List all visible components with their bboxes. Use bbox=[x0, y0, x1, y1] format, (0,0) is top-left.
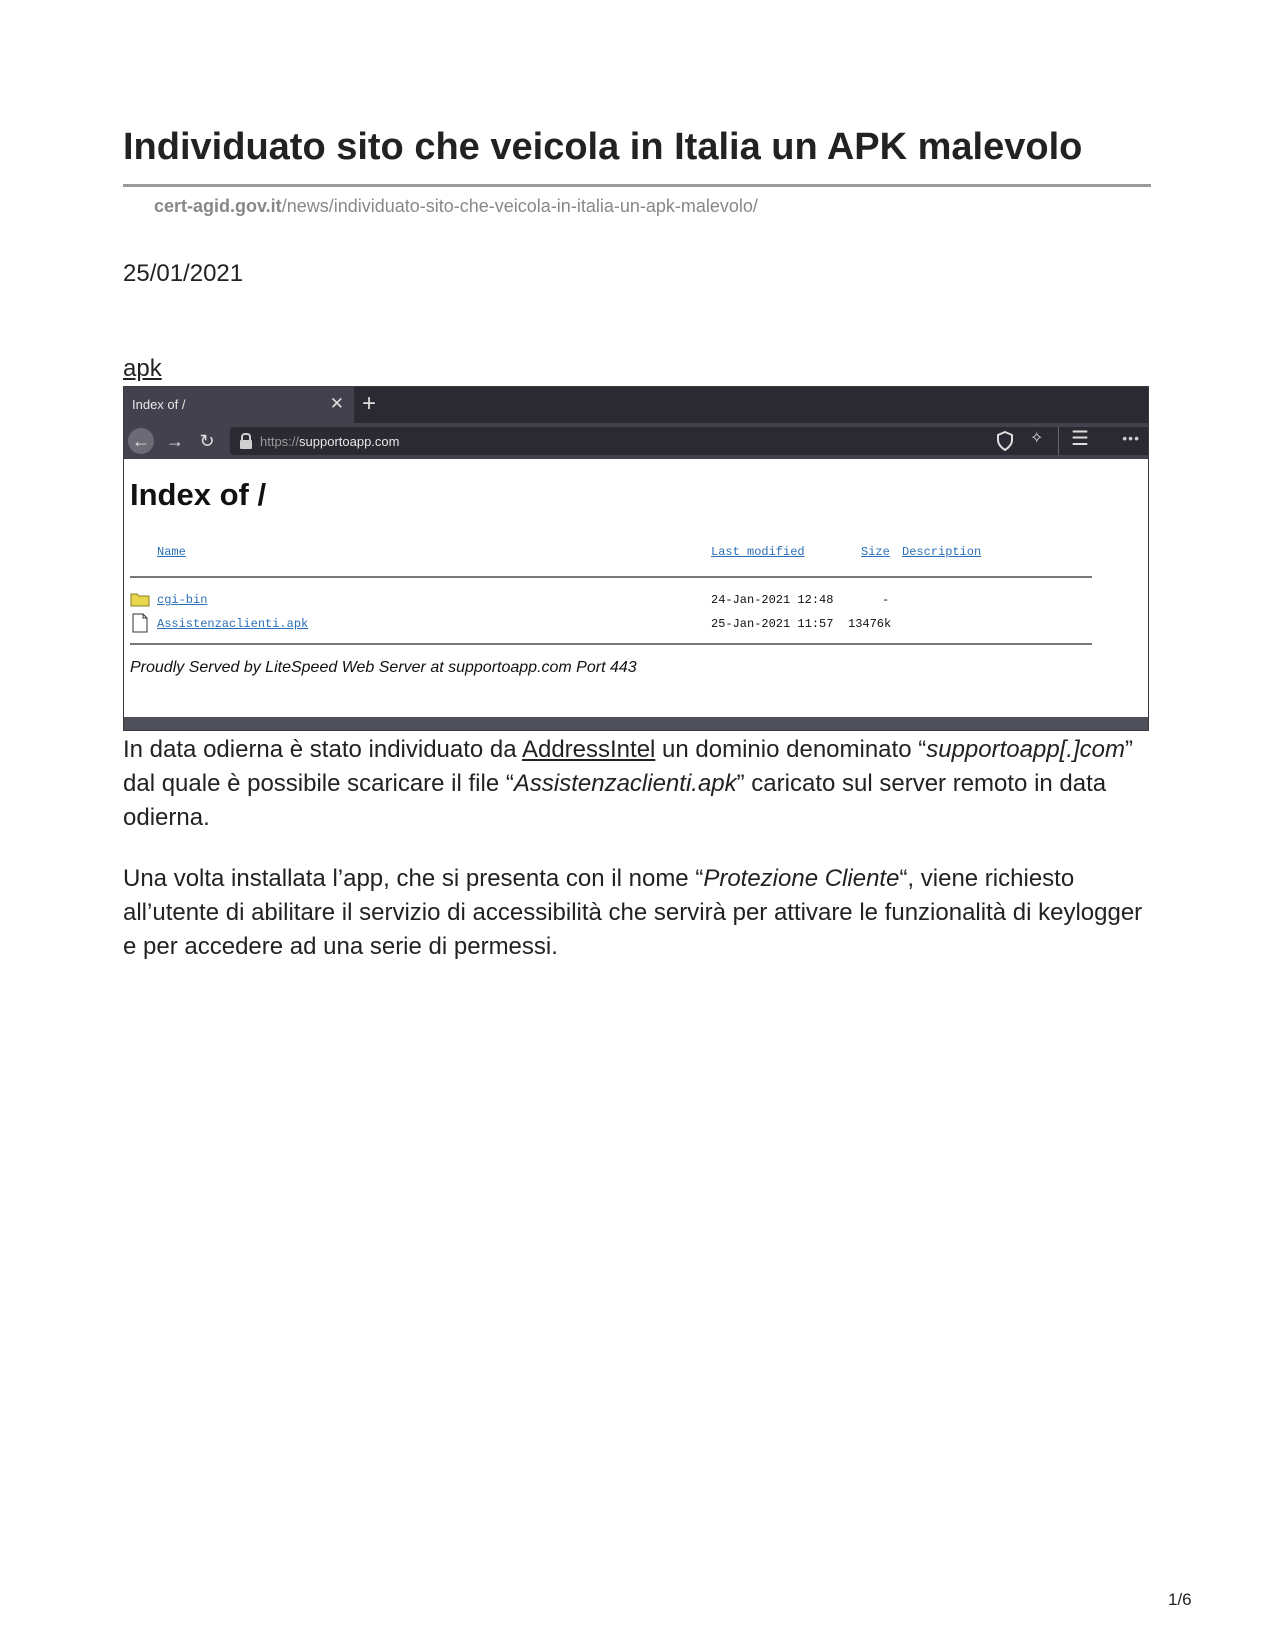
listing-divider bbox=[130, 576, 1092, 578]
size-apk: 13476k bbox=[848, 617, 892, 631]
url-host: supportoapp.com bbox=[299, 434, 400, 449]
modified-apk: 25-Jan-2021 11:57 bbox=[711, 617, 834, 631]
column-header-name[interactable]: Name bbox=[157, 545, 186, 559]
source-path: /news/individuato-sito-che-veicola-in-italia-un-apk-malevolo/ bbox=[281, 196, 758, 216]
url-scheme: https:// bbox=[260, 434, 300, 449]
article-title: Individuato sito che veicola in Italia un APK malevolo bbox=[123, 126, 1083, 168]
folder-icon bbox=[130, 591, 150, 607]
file-link-cgi-bin[interactable]: cgi-bin bbox=[157, 593, 208, 607]
hamburger-menu-icon[interactable]: ☰ bbox=[1071, 428, 1089, 450]
malicious-domain: supportoapp[.]com bbox=[926, 736, 1126, 763]
browser-tab[interactable] bbox=[124, 387, 354, 423]
app-name: Protezione Cliente bbox=[703, 865, 900, 892]
lock-icon bbox=[240, 433, 250, 449]
size-cgi-bin: - bbox=[882, 593, 890, 607]
new-tab-icon[interactable]: + bbox=[362, 390, 377, 417]
publication-date: 25/01/2021 bbox=[123, 260, 244, 287]
back-arrow-icon[interactable]: ← bbox=[128, 428, 154, 454]
browser-screenshot bbox=[123, 386, 1149, 731]
column-header-last-modified[interactable]: Last modified bbox=[711, 545, 805, 559]
column-header-size[interactable]: Size bbox=[861, 545, 890, 559]
tab-title: Index of / bbox=[132, 397, 186, 412]
close-icon[interactable]: ✕ bbox=[329, 394, 344, 413]
server-signature: Proudly Served by LiteSpeed Web Server at supportoapp.com Port 443 bbox=[130, 659, 637, 676]
apk-filename: Assistenzaclienti.apk bbox=[513, 770, 737, 797]
url-text bbox=[260, 434, 399, 449]
forward-arrow-icon[interactable]: → bbox=[166, 431, 184, 451]
title-divider bbox=[123, 184, 1151, 187]
paragraph-behavior: Una volta installata l’app, che si presenta con il nome “Protezione Cliente“, viene richiesto all’utente di abilitare il servizio di accessibilità che servirà per attivare le funzionalità di keylogger e per accedere ad una serie di permessi. bbox=[123, 865, 1143, 960]
column-header-description[interactable]: Description bbox=[902, 545, 982, 559]
shield-icon[interactable] bbox=[997, 431, 1013, 451]
extension-icon[interactable]: ✧ bbox=[1030, 430, 1044, 447]
browser-bottom-strip bbox=[124, 717, 1148, 731]
toolbar-divider bbox=[1058, 427, 1059, 455]
file-icon bbox=[132, 613, 148, 633]
directory-listing-page bbox=[124, 459, 1148, 691]
tag-link-apk[interactable]: apk bbox=[123, 355, 162, 382]
modified-cgi-bin: 24-Jan-2021 12:48 bbox=[711, 593, 834, 607]
source-url[interactable] bbox=[154, 196, 758, 217]
browser-tab-bar bbox=[124, 387, 1148, 423]
file-link-apk[interactable]: Assistenzaclienti.apk bbox=[157, 617, 309, 631]
addressintel-link[interactable]: AddressIntel bbox=[521, 736, 656, 763]
browser-nav-bar bbox=[124, 423, 1148, 459]
source-domain: cert-agid.gov.it bbox=[154, 196, 282, 216]
more-options-icon[interactable]: ••• bbox=[1122, 430, 1140, 446]
listing-heading: Index of / bbox=[130, 477, 267, 512]
page-number: 1/6 bbox=[1168, 1590, 1192, 1609]
reload-icon[interactable]: ↻ bbox=[199, 431, 215, 451]
paragraph-discovery: In data odierna è stato individuato da AddressIntel un dominio denominato “supportoapp[.]com” dal quale è possibile scaricare il file “Assistenzaclienti.apk” caricato sul server remoto in data odierna. bbox=[123, 736, 1134, 831]
listing-bottom-divider bbox=[130, 643, 1092, 645]
